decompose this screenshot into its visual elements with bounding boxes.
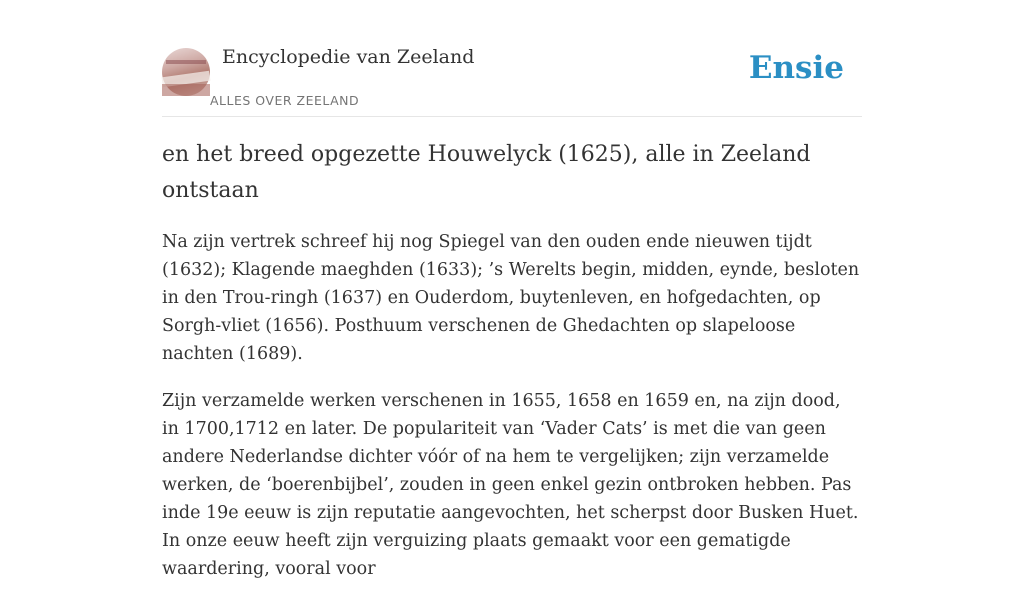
article-paragraph: Zijn verzamelde werken verschenen in 1655, 1658 en 1659 en, na zijn dood, in 1700,1712 en later. De populariteit van ‘Vader Cats’ is met die van geen andere Nederlandse dichter vóór of na hem te vergelijken; zijn verzamelde werken, de ‘boerenbijbel’, zouden in geen enkel gezin ontbroken hebben. Pas inde 19e eeuw is zijn reputatie aangevochten, het scherpst door Busken Huet. In onze eeuw heeft zijn verguizing plaats gemaakt voor een gematigde waardering, vooral voor <box>162 391 859 579</box>
ensie-logo-link[interactable]: Ensie <box>748 50 844 86</box>
article-body <box>162 228 862 602</box>
article-paragraph: Na zijn vertrek schreef hij nog Spiegel van den ouden ende nieuwen tijdt (1632); Klagende maeghden (1633); ’s Werelts begin, midden, eynde, besloten in den Trou-ringh (1637) en Ouderdom, buytenleven, en hofgedachten, op Sorgh-vliet (1656). Posthuum verschenen de Ghedachten op slapeloose nachten (1689). <box>162 232 860 364</box>
article-title: en het breed opgezette Houwelyck (1625), alle in Zeeland ontstaan <box>162 142 811 203</box>
site-name-link[interactable]: Encyclopedie van Zeeland <box>222 46 475 68</box>
site-tagline: ALLES OVER ZEELAND <box>210 93 360 108</box>
site-avatar[interactable] <box>162 48 210 96</box>
site-header <box>162 44 862 117</box>
